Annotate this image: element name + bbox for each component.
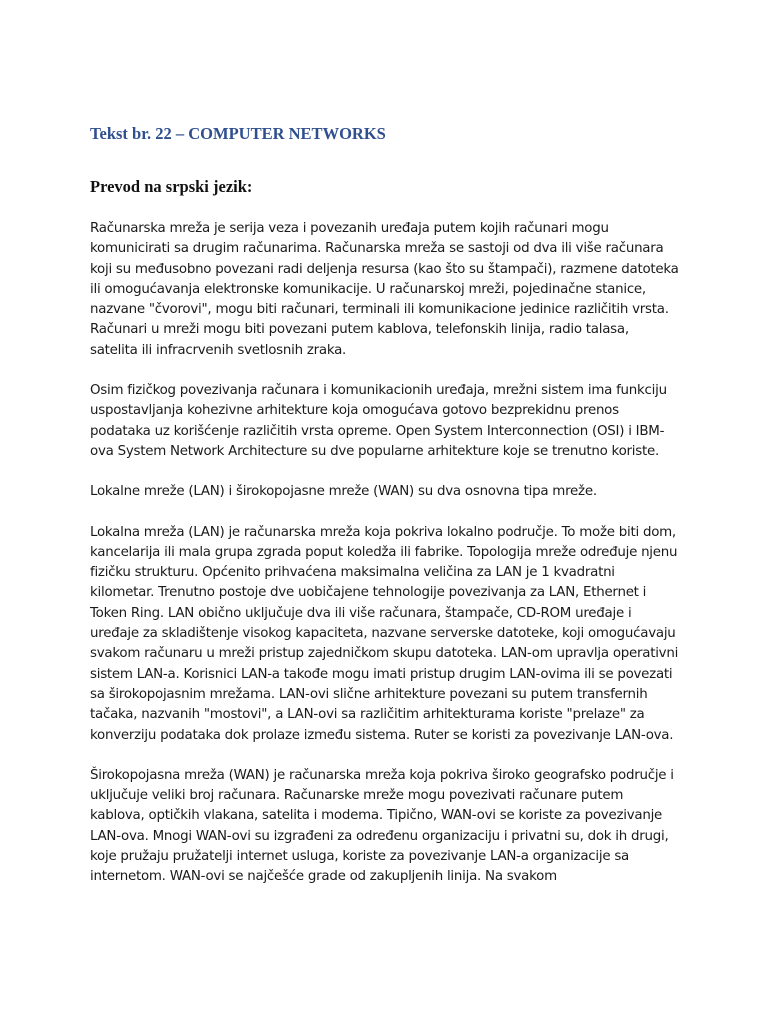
paragraph-network-definition: Računarska mreža je serija veza i povezanih uređaja putem kojih računari mogu komunicirati sa drugim računarima. Računarska mreža se sastoji od dva ili više računara koji su međusobno povezani radi deljenja resursa (kao što su štampači), razmene datoteka ili omogućavanja elektronske komunikacije. U računarskoj mreži, pojedinačne stanice, nazvane "čvorovi", mogu biti računari, terminali ili komunikacione jedinice različitih vrsta. Računari u mreži mogu biti povezani putem kablova, telefonskih linija, radio talasa, satelita ili infracrvenih svetlosnih zraka.: [90, 221, 679, 358]
paragraph-wan: Širokopojasna mreža (WAN) je računarska mreža koja pokriva široko geografsko područje i uključuje veliki broj računara. Računarske mreže mogu povezivati računare putem kablova, optičkih vlakana, satelita i modema. Tipično, WAN-ovi se koriste za povezivanje LAN-ova. Mnogi WAN-ovi su izgrađeni za određenu organizaciju i privatni su, dok ih drugi, koje pružaju pružatelji internet usluga, koriste za povezivanje LAN-a organizacije sa internetom. WAN-ovi se najčešće grade od zakupljenih linija. Na svakom: [90, 767, 674, 885]
paragraph-lan: Lokalna mreža (LAN) je računarska mreža koja pokriva lokalno područje. To može biti dom, kancelarija ili mala grupa zgrada poput koledža ili fabrike. Topologija mreže određuje njenu fizičku strukturu. Općenito prihvaćena maksimalna veličina za LAN je 1 kvadratni kilometar. Trenutno postoje dve uobičajene tehnologije povezivanja za LAN, Ethernet i Token Ring. LAN obično uključuje dva ili više računara, štampače, CD-ROM uređaje i uređaje za skladištenje visokog kapaciteta, nazvane serverske datoteke, koji omogućavaju svakom računaru u mreži pristup zajedničkom skupu datoteka. LAN-om upravlja operativni sistem LAN-a. Korisnici LAN-a takođe mogu imati pristup drugim LAN-ovima ili se povezati sa širokopojasnim mrežama. LAN-ovi slične arhitekture povezani su putem transfernih tačaka, nazvanih "mostovi", a LAN-ovi sa različitim arhitekturama koriste "prelaze" za konverziju podataka dok prolaze između sistema. Ruter se koristi za povezivanje LAN-ova.: [90, 524, 679, 743]
section-heading: Prevod na srpski jezik:: [90, 177, 253, 196]
document-title: Tekst br. 22 – COMPUTER NETWORKS: [90, 124, 386, 143]
document-body: [90, 219, 680, 908]
paragraph-network-types: Lokalne mreže (LAN) i širokopojasne mreže (WAN) su dva osnovna tipa mreže.: [90, 484, 597, 500]
paragraph-network-architecture: Osim fizičkog povezivanja računara i komunikacionih uređaja, mrežni sistem ima funkciju uspostavljanja kohezivne arhitekture koja omogućava gotovo bezprekidnu prenos podataka uz korišćenje različitih vrsta opreme. Open System Interconnection (OSI) i IBM-ova System Network Architecture su dve popularne arhitekture koje se trenutno koriste.: [90, 383, 667, 459]
